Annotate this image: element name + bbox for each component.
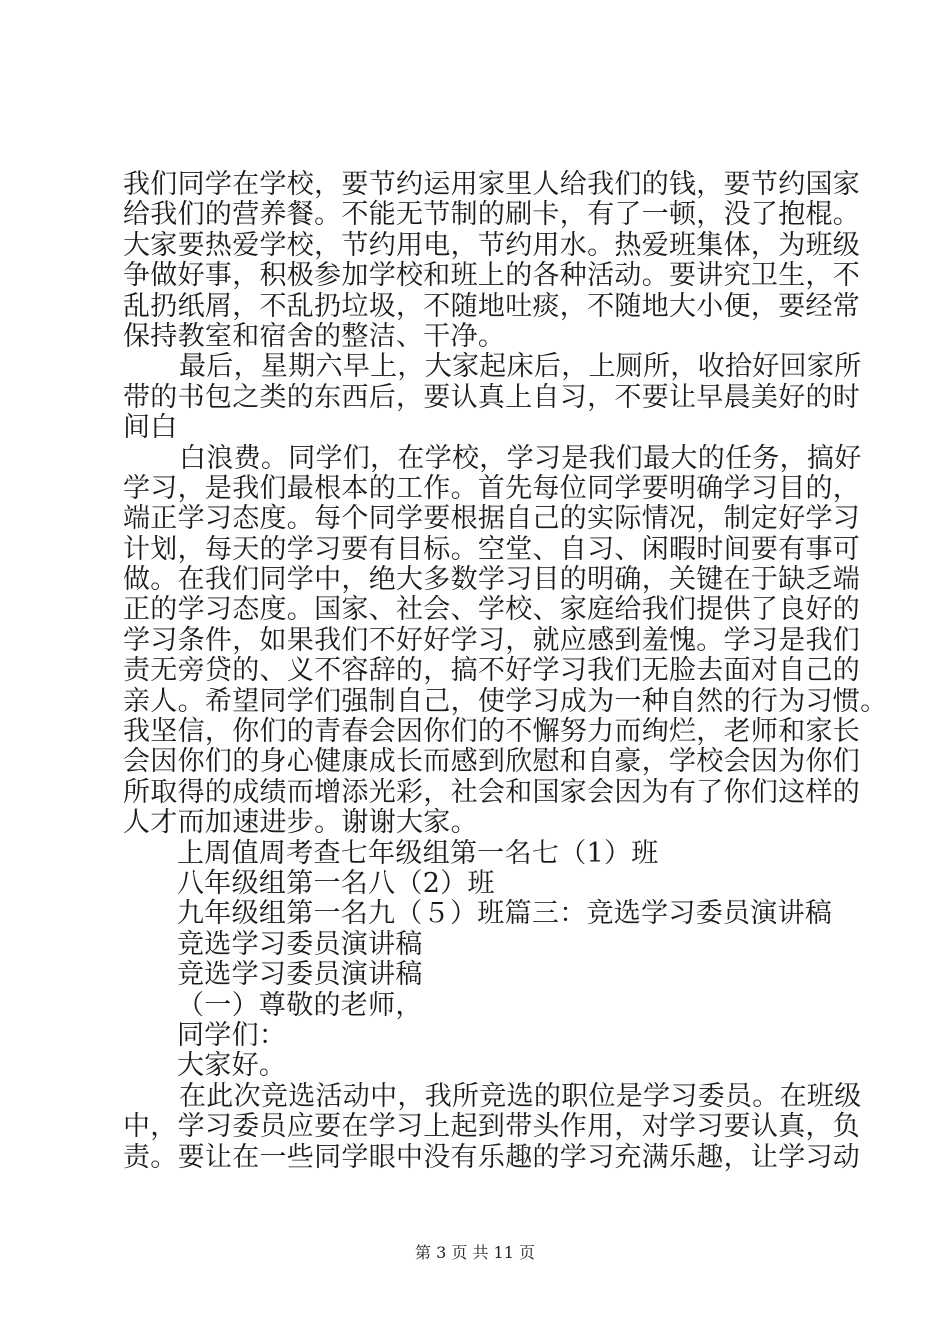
text-line: 端正学习态度。每个同学要根据自己的实际情况，制定好学习 (123, 503, 861, 535)
text-line: 带的书包之类的东西后，要认真上自习，不要让早晨美好的时 (123, 381, 861, 413)
text-line: 乱扔纸屑，不乱扔垃圾，不随地吐痰，不随地大小便，要经常 (123, 290, 861, 322)
text-line: 计划，每天的学习要有目标。空堂、自习、闲暇时间要有事可 (123, 533, 861, 565)
text-line: 白浪费。同学们，在学校，学习是我们最大的任务，搞好 (179, 442, 862, 474)
text-line: 学习条件，如果我们不好好学习，就应感到羞愧。学习是我们 (123, 624, 861, 656)
text-line: 我坚信，你们的青春会因你们的不懈努力而绚烂，老师和家长 (123, 716, 861, 748)
text-line: 上周值周考查七年级组第一名七（1）班 (177, 837, 659, 869)
text-line: 大家好。 (177, 1050, 287, 1082)
text-line: 在此次竞选活动中，我所竞选的职位是学习委员。在班级 (179, 1080, 862, 1112)
page-footer: 第 3 页 共 11 页 (415, 1243, 535, 1262)
text-line: （一）尊敬的老师， (177, 989, 423, 1021)
text-line: 九年级组第一名九（５）班篇三：竞选学习委员演讲稿 (177, 898, 833, 930)
text-line: 人才而加速进步。谢谢大家。 (123, 807, 478, 839)
text-line: 竞选学习委员演讲稿 (177, 959, 423, 991)
text-line: 争做好事，积极参加学校和班上的各种活动。要讲究卫生，不 (123, 260, 861, 292)
text-line: 八年级组第一名八（2）班 (177, 867, 495, 899)
text-line: 所取得的成绩而增添光彩，社会和国家会因为有了你们这样的 (123, 776, 861, 808)
text-line: 正的学习态度。国家、社会、学校、家庭给我们提供了良好的 (123, 594, 861, 626)
text-line: 最后，星期六早上，大家起床后，上厕所，收拾好回家所 (179, 351, 862, 383)
text-line: 中，学习委员应要在学习上起到带头作用，对学习要认真，负 (123, 1111, 861, 1143)
text-line: 做。在我们同学中，绝大多数学习目的明确，关键在于缺乏端 (123, 564, 861, 596)
text-line: 学习，是我们最根本的工作。首先每位同学要明确学习目的， (123, 472, 861, 504)
text-line: 给我们的营养餐。不能无节制的刷卡，有了一顿，没了抱棍。 (123, 199, 861, 231)
text-line: 保持教室和宿舍的整洁、干净。 (123, 320, 506, 352)
text-line: 亲人。希望同学们强制自己，使学习成为一种自然的行为习惯。 (123, 685, 888, 717)
text-line: 竞选学习委员演讲稿 (177, 928, 423, 960)
text-line: 我们同学在学校，要节约运用家里人给我们的钱，要节约国家 (123, 169, 861, 200)
document-body (123, 169, 888, 1173)
text-line: 同学们： (177, 1019, 287, 1051)
text-line: 责。要让在一些同学眼中没有乐趣的学习充满乐趣，让学习动 (123, 1141, 861, 1173)
text-line: 间白 (123, 412, 178, 444)
text-line: 责无旁贷的、义不容辞的，搞不好学习我们无脸去面对自己的 (123, 655, 861, 687)
text-line: 大家要热爱学校，节约用电，节约用水。热爱班集体，为班级 (123, 229, 861, 261)
text-line: 会因你们的身心健康成长而感到欣慰和自豪，学校会因为你们 (123, 746, 861, 778)
